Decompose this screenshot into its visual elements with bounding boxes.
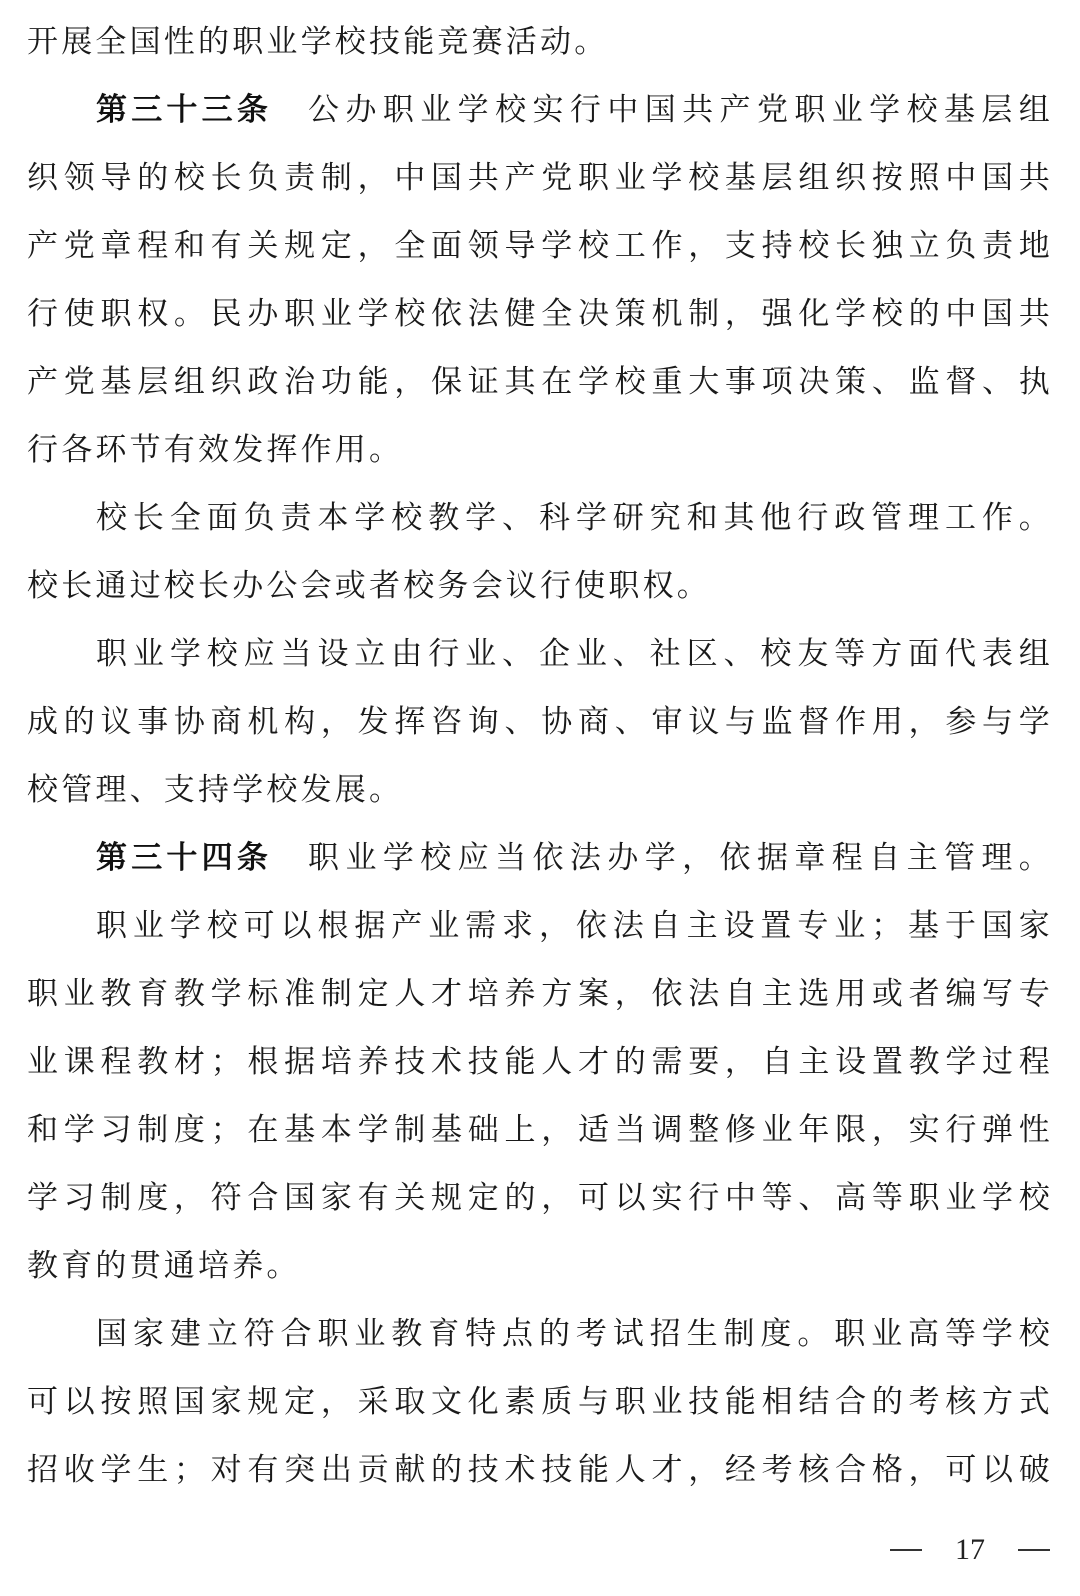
line-text: 产党章程和有关规定，全面领导学校工作，支持校长独立负责地 bbox=[27, 228, 1053, 264]
text-line bbox=[27, 1314, 1053, 1354]
line-text: 职业学校可以根据产业需求，依法自主设置专业；基于国家 bbox=[96, 908, 1053, 944]
text-line bbox=[27, 1178, 1053, 1218]
text-line bbox=[27, 294, 1053, 334]
article-heading: 第三十四条 bbox=[96, 840, 273, 876]
line-text: 职业教育教学标准制定人才培养方案，依法自主选用或者编写专 bbox=[27, 976, 1053, 1012]
line-text: 校长通过校长办公会或者校务会议行使职权。 bbox=[27, 568, 711, 604]
text-line bbox=[27, 702, 1053, 742]
page-number-value: 17 bbox=[955, 1533, 985, 1566]
text-line bbox=[27, 498, 1053, 538]
text-line bbox=[27, 1110, 1053, 1150]
text-line bbox=[27, 566, 1053, 606]
line-text: 公办职业学校实行中国共产党职业学校基层组 bbox=[308, 92, 1054, 128]
line-text: 校长全面负责本学校教学、科学研究和其他行政管理工作。 bbox=[96, 500, 1053, 536]
line-text: 招收学生；对有突出贡献的技术技能人才，经考核合格，可以破 bbox=[27, 1452, 1053, 1488]
text-line bbox=[27, 906, 1053, 946]
article-33-heading-line bbox=[27, 90, 1053, 130]
text-line bbox=[27, 430, 1053, 470]
right-dash bbox=[1018, 1549, 1050, 1551]
line-text: 可以按照国家规定，采取文化素质与职业技能相结合的考核方式 bbox=[27, 1384, 1053, 1420]
text-line bbox=[27, 226, 1053, 266]
left-dash bbox=[890, 1549, 922, 1551]
line-text: 国家建立符合职业教育特点的考试招生制度。职业高等学校 bbox=[96, 1316, 1053, 1352]
article-34-heading-line bbox=[27, 838, 1053, 878]
line-text: 行使职权。民办职业学校依法健全决策机制，强化学校的中国共 bbox=[27, 296, 1053, 332]
line-text: 校管理、支持学校发展。 bbox=[27, 772, 404, 808]
line-text: 行各环节有效发挥作用。 bbox=[27, 432, 404, 468]
line-text: 职业学校应当设立由行业、企业、社区、校友等方面代表组 bbox=[96, 636, 1053, 672]
article-heading: 第三十三条 bbox=[96, 92, 273, 128]
line-text: 产党基层组织政治功能，保证其在学校重大事项决策、监督、执 bbox=[27, 364, 1053, 400]
line-text: 开展全国性的职业学校技能竞赛活动。 bbox=[27, 24, 609, 60]
text-line bbox=[27, 770, 1053, 810]
text-line bbox=[27, 1450, 1053, 1490]
text-line bbox=[27, 1042, 1053, 1082]
line-text: 织领导的校长负责制，中国共产党职业学校基层组织按照中国共 bbox=[27, 160, 1053, 196]
line-text: 成的议事协商机构，发挥咨询、协商、审议与监督作用，参与学 bbox=[27, 704, 1053, 740]
text-line bbox=[27, 1246, 1053, 1286]
page-number bbox=[890, 1530, 1050, 1570]
text-line bbox=[27, 362, 1053, 402]
text-line bbox=[27, 1382, 1053, 1422]
line-text: 职业学校应当依法办学，依据章程自主管理。 bbox=[308, 840, 1054, 876]
line-text: 业课程教材；根据培养技术技能人才的需要，自主设置教学过程 bbox=[27, 1044, 1053, 1080]
text-line bbox=[27, 974, 1053, 1014]
line-text: 学习制度，符合国家有关规定的，可以实行中等、高等职业学校 bbox=[27, 1180, 1053, 1216]
text-line bbox=[27, 634, 1053, 674]
line-text: 和学习制度；在基本学制基础上，适当调整修业年限，实行弹性 bbox=[27, 1112, 1053, 1148]
text-line bbox=[27, 22, 1053, 62]
line-text: 教育的贯通培养。 bbox=[27, 1248, 301, 1284]
text-line bbox=[27, 158, 1053, 198]
